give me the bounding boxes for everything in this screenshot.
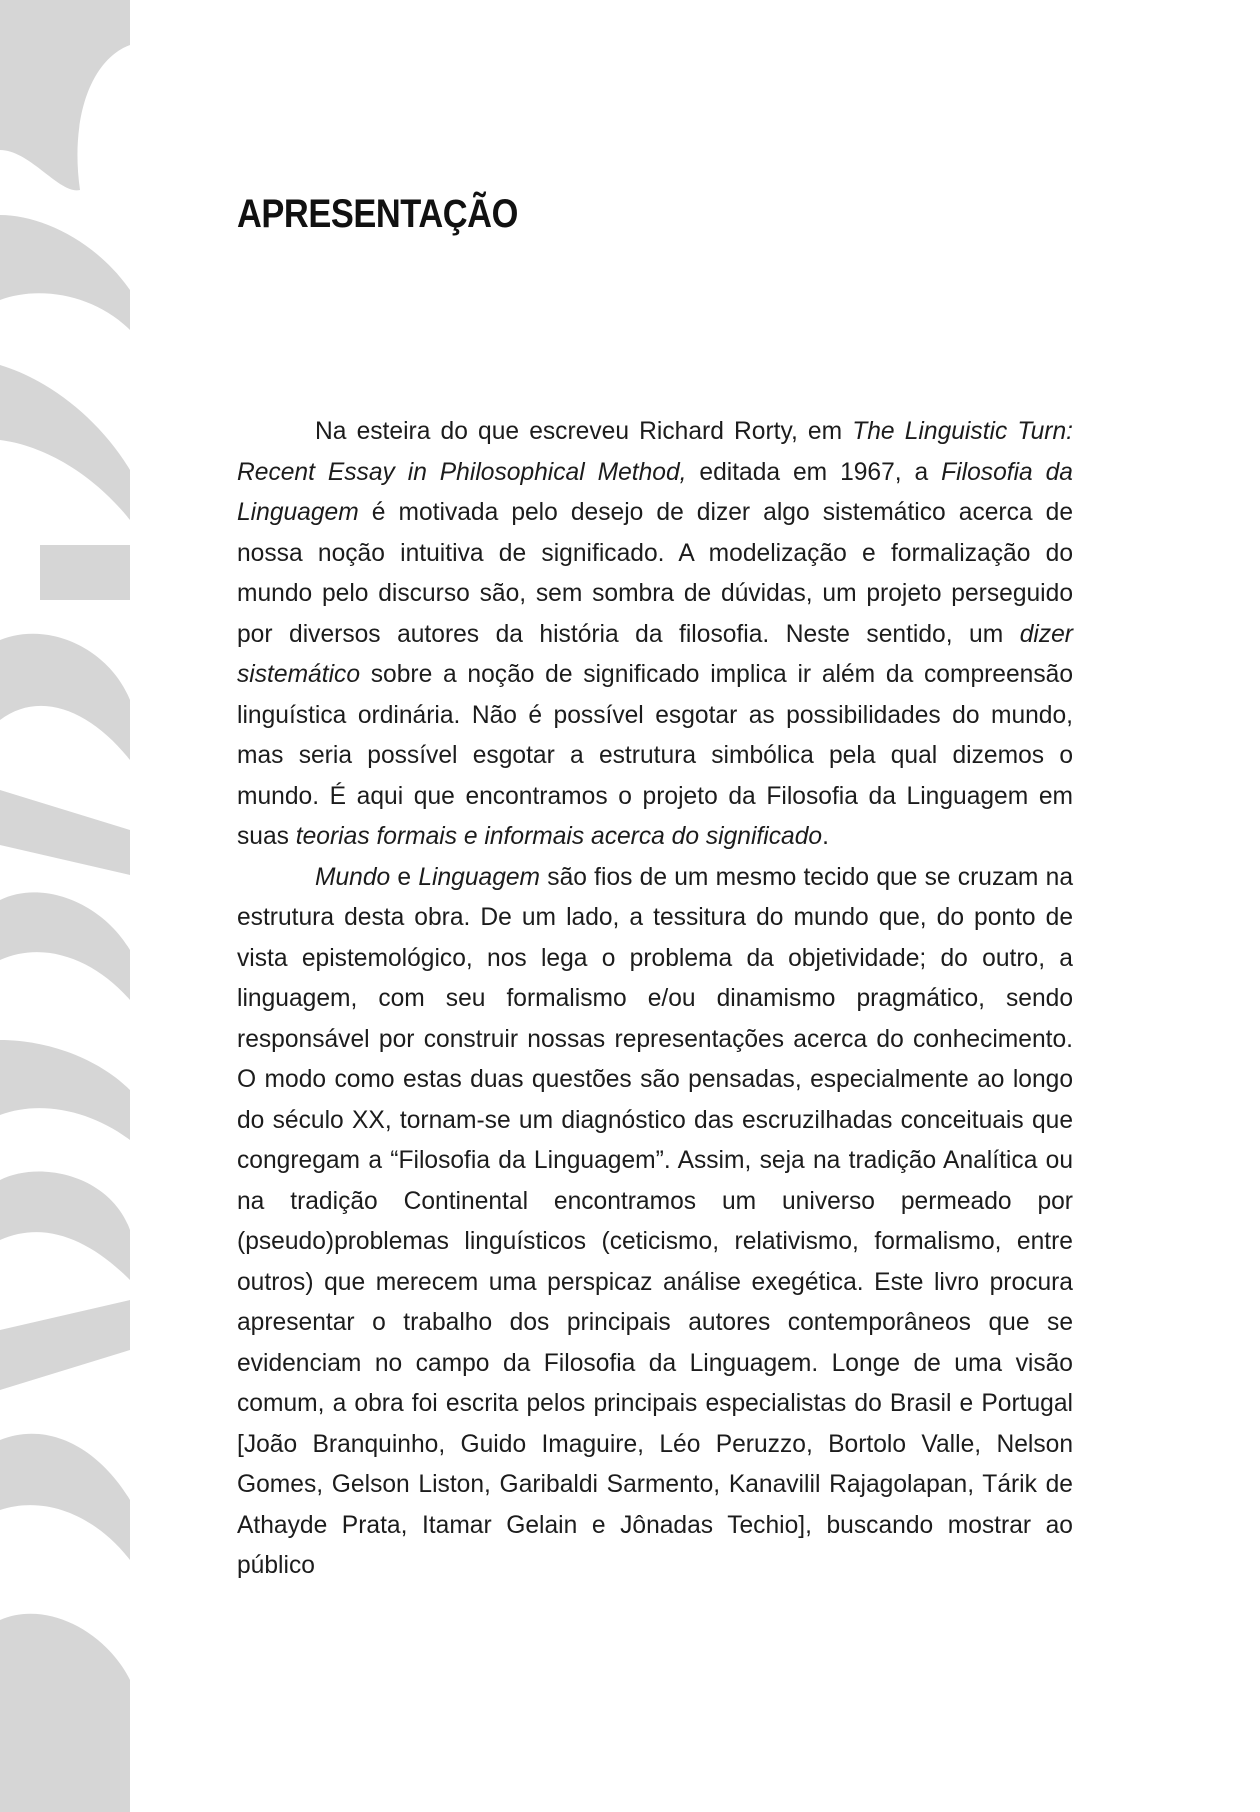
letterform-shapes (0, 0, 130, 1812)
italic-text-run: dizer sistemático (237, 620, 1073, 688)
italic-text-run: Filosofia da Linguagem (237, 458, 1073, 526)
text-run: e (390, 863, 419, 891)
paragraph-2 (237, 858, 1073, 1587)
italic-text-run: Mundo (315, 863, 391, 891)
italic-text-run: Linguagem (418, 863, 541, 891)
text-run: sobre a noção de significado implica ir além da compreensão linguística ordinária. Não é possível esgotar as possibilidades do mundo, mas seria possível esgotar a estrutura simbólica pela qual dizemos o mundo. É aqui que encontramos o projeto da Filosofia da Linguagem em suas (237, 661, 1073, 850)
italic-text-run: teorias formais e informais acerca do significado (295, 823, 823, 850)
text-run: editada em 1967, a (686, 458, 942, 486)
text-run: é motivada pelo desejo de dizer algo sistemático acerca de nossa noção intuitiva de significado. A modelização e formalização do mundo pelo discurso são, sem sombra de dúvidas, um projeto perseguido por diversos autores da história da filosofia. Neste sentido, um (237, 499, 1073, 648)
decorative-letterforms (0, 0, 130, 1812)
italic-text-run: The Linguistic Turn: Recent Essay in Philosophical Method, (237, 418, 1073, 486)
text-run: são fios de um mesmo tecido que se cruzam na estrutura desta obra. De um lado, a tessitura do mundo que, do ponto de vista epistemológico, nos lega o problema da objetividade; do outro, a linguagem, com seu formalismo e/ou dinamismo pragmático, sendo responsável por construir nossas representações acerca do conhecimento. O modo como estas duas questões são pensadas, especialmente ao longo do século XX, tornam-se um diagnóstico das escruzilhadas conceituais que congregam a “Filosofia da Linguagem”. Assim, seja na tradição Analítica ou na tradição Continental encontramos um universo permeado por (pseudo)problemas linguísticos (ceticismo, relativismo, formalismo, entre outros) que merecem uma perspicaz análise exegética. Este livro procura apresentar o trabalho dos principais autores contemporâneos que se evidenciam no campo da Filosofia da Linguagem. Longe de uma visão comum, a obra foi escrita pelos principais especialistas do Brasil e Portugal [João Branquinho, Guido Imaguire, Léo Peruzzo, Bortolo Valle, Nelson Gomes, Gelson Liston, Garibaldi Sarmento, Kanavilil Rajagolapan, Tárik de Athayde Prata, Itamar Gelain e Jônadas Techio], buscando mostrar ao público (237, 863, 1073, 1579)
paragraph-1 (237, 412, 1073, 858)
text-run: . (822, 823, 829, 850)
text-run: Na esteira do que escreveu Richard Rorty, em (315, 418, 853, 445)
decorative-side-band (0, 0, 130, 1812)
page-title: APRESENTAÇÃO (237, 192, 518, 236)
body-text (237, 412, 1073, 1587)
